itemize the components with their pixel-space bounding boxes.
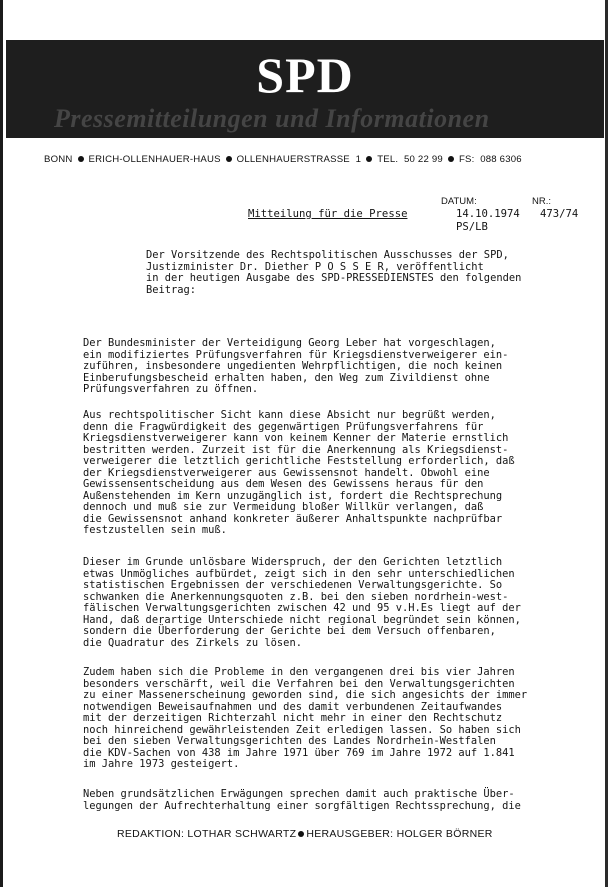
text-line: Hand, daß derartige Unterschiede nicht regional begründet sein können, — [83, 613, 521, 626]
text-line: verweigerer die letztlich gerichtliche Feststellung erforderlich, daß — [83, 455, 515, 468]
text-line: die Gewissensnot anhand konkreter äußerer Anhaltspunkte nachprüfbar — [83, 512, 503, 525]
bullet-icon — [366, 156, 372, 162]
paragraph-1 — [83, 338, 593, 396]
text-line: schwanken die Anerkennungsquoten z.B. bei den sieben nordrhein-west- — [83, 590, 509, 603]
text-line: die Quadratur des Zirkels zu lösen. — [83, 636, 302, 649]
text-line: Außenstehenden im Kern unzugänglich ist, fordert die Rechtsprechung — [83, 489, 503, 502]
footer-credits — [117, 828, 493, 840]
paragraph-4 — [83, 667, 593, 771]
text-line: fälischen Verwaltungsgerichten zwischen 42 und 95 v.H.Es liegt auf der — [83, 602, 521, 615]
tel-number: 50 22 99 — [403, 154, 443, 165]
text-line: Zudem haben sich die Probleme in den vergangenen drei bis vier Jahren — [83, 666, 515, 678]
text-line: noch hinreichend gewährleistenden Zeit erledigen lassen. So haben sich — [83, 723, 521, 736]
address-house-number: 1 — [355, 154, 362, 165]
text-line: Dieser im Grunde unlösbare Widerspruch, der den Gerichten letztlich — [83, 556, 503, 568]
intro-line: Der Vorsitzende des Rechtspolitischen Ausschusses der SPD, — [146, 249, 509, 261]
text-line: notwendigen Beweisaufnahmen und des damit verbundenen Zeitaufwandes — [83, 700, 503, 713]
address-street: OLLENHAUERSTRASSE — [236, 154, 350, 165]
intro-block — [146, 250, 586, 296]
text-line: zuführen, insbesondere ungedienten Wehrpflichtigen, die noch keinen — [83, 360, 503, 373]
footer-editor: REDAKTION: LOTHAR SCHWARTZ — [117, 828, 297, 840]
footer-publisher: HERAUSGEBER: HOLGER BÖRNER — [306, 828, 493, 840]
text-line: bei den sieben Verwaltungsgerichten des Landes Nordrhein-Westfalen — [83, 735, 496, 748]
scan-edge-left — [0, 0, 3, 887]
tel-label: TEL. — [377, 154, 399, 165]
text-line: Der Bundesminister der Verteidigung Georg Leber hat vorgeschlagen, — [83, 337, 496, 349]
text-line: statistischen Ergebnissen der verschiedenen Verwaltungsgerichte. So — [83, 579, 503, 592]
text-line: mit der derzeitigen Richterzahl nicht mehr in einer den Rechtschutz — [83, 712, 503, 725]
text-line: festzustellen sein muß. — [83, 524, 227, 537]
fs-number: 088 6306 — [480, 154, 522, 165]
intro-line: Beitrag: — [146, 283, 197, 296]
text-line: ein modifiziertes Prüfungsverfahren für Kriegsdienstverweigerer ein- — [83, 348, 509, 361]
press-release-heading: Mitteilung für die Presse — [248, 208, 408, 220]
release-code: PS/LB — [456, 221, 488, 233]
text-line: sondern die Überforderung der Gerichte bei dem Versuch offenbaren, — [83, 625, 496, 638]
text-line: die KDV-Sachen von 438 im Jahre 1971 über 769 im Jahre 1972 auf 1.841 — [83, 746, 515, 759]
nr-label: NR.: — [532, 196, 551, 207]
letterhead-subtitle: Pressemitteilungen und Informationen — [54, 104, 490, 133]
address-line — [44, 154, 584, 165]
intro-line: in der heutigen Ausgabe des SPD-PRESSEDIENSTES den folgenden — [146, 272, 522, 285]
text-line: denn die Fragwürdigkeit des gegenwärtigen Prüfungsverfahrens für — [83, 420, 484, 433]
text-line: Kriegsdienstverweigerer kann von keinem Kenner der Materie ernstlich — [83, 432, 509, 445]
address-building: ERICH-OLLENHAUER-HAUS — [88, 154, 221, 165]
text-line: etwas Unmögliches aufbürdet, zeigt sich in den sehr unterschiedlichen — [83, 567, 515, 580]
banner-top-strip — [6, 22, 604, 40]
text-line: zu einer Massenerscheinung geworden sind, die sich angesichts der immer — [83, 689, 528, 702]
text-line: Prüfungsverfahren zu öffnen. — [83, 383, 259, 396]
text-line: besonders verschärft, weil die Verfahren bei den Verwaltungsgerichten — [83, 677, 515, 690]
bullet-icon — [298, 831, 304, 837]
letterhead-banner — [6, 22, 604, 138]
text-line: Gewissensentscheidung aus dem Wesen des Gewissens heraus für den — [83, 478, 484, 491]
paragraph-5 — [83, 789, 593, 812]
paragraph-2 — [83, 410, 593, 537]
spd-logo: SPD — [256, 47, 354, 103]
bullet-icon — [226, 156, 232, 162]
release-number: 473/74 — [540, 208, 579, 220]
intro-line: Justizminister Dr. Diether P O S S E R, veröffentlicht — [146, 260, 484, 273]
text-line: legungen der Aufrechterhaltung einer sorgfältigen Rechtssprechung, die — [83, 799, 521, 812]
bullet-icon — [78, 156, 84, 162]
text-line: bestritten werden. Zurzeit ist für die Anerkennung als Kriegsdienst- — [83, 443, 509, 456]
text-line: Einberufungsbescheid erhalten haben, den Weg zum Zivildienst ohne — [83, 371, 490, 384]
address-city: BONN — [44, 154, 73, 165]
paragraph-3 — [83, 557, 593, 649]
text-line: Aus rechtspolitischer Sicht kann diese Absicht nur begrüßt werden, — [83, 409, 496, 421]
text-line: dennoch und muß sie zur Vermeidung bloßer Willkür verlangen, daß — [83, 501, 484, 514]
fs-label: FS: — [458, 154, 475, 165]
text-line: Neben grundsätzlichen Erwägungen sprechen damit auch praktische Über- — [83, 788, 515, 800]
text-line: der Kriegsdienstverweigerer aus Gewissensnot handelt. Obwohl eine — [83, 466, 490, 479]
release-date: 14.10.1974 — [456, 208, 520, 220]
bullet-icon — [448, 156, 454, 162]
datum-label: DATUM: — [441, 196, 477, 207]
text-line: im Jahre 1973 gesteigert. — [83, 758, 240, 771]
